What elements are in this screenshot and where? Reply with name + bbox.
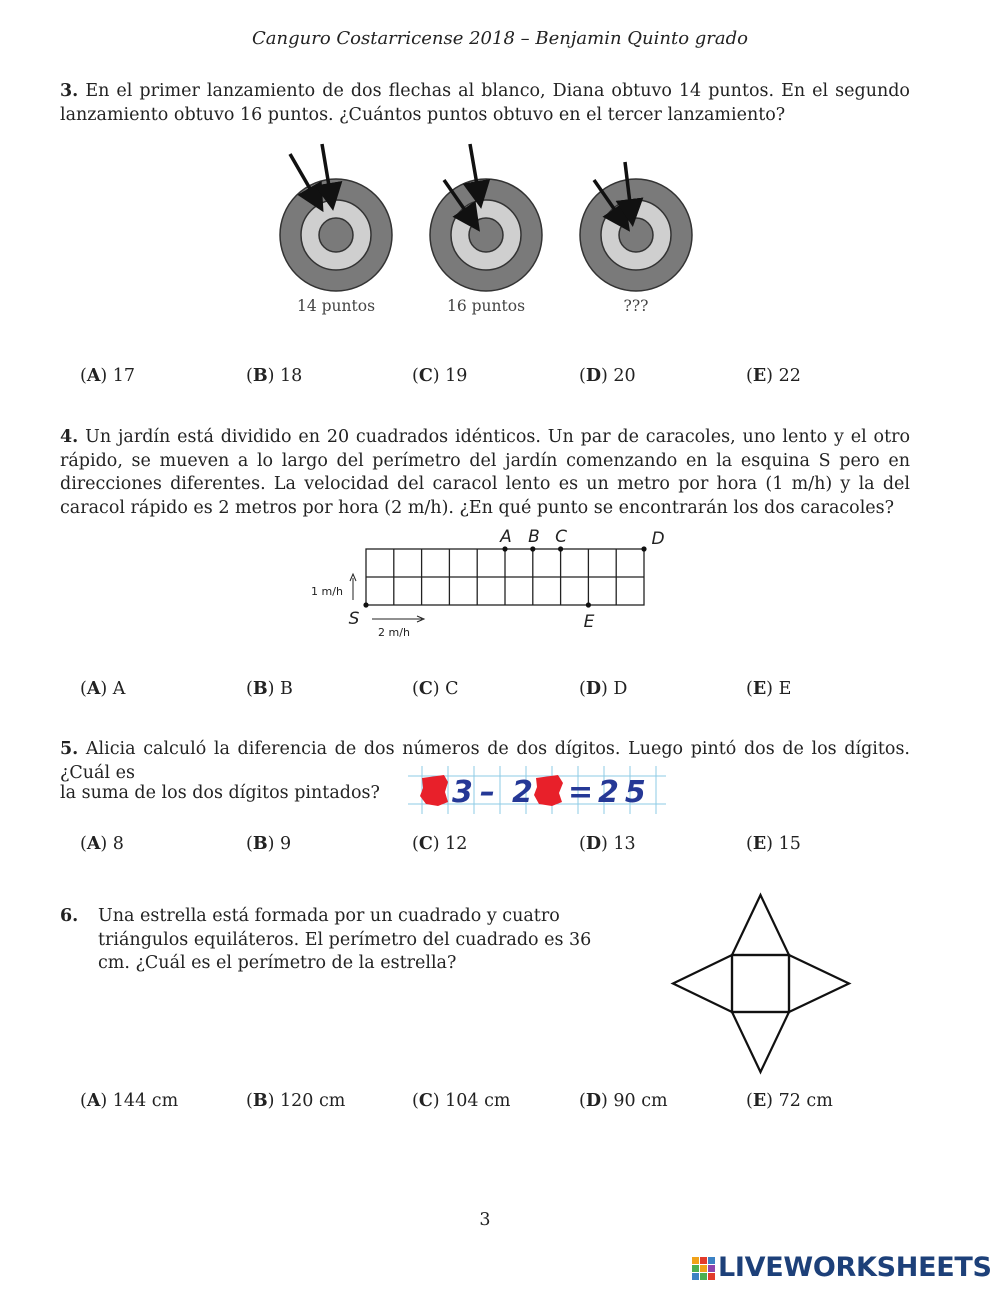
logo-text: LIVEWORKSHEETS <box>718 1252 992 1283</box>
point-s-label: S <box>348 609 360 629</box>
star-triangle-top <box>732 895 789 955</box>
painted-digit-1 <box>420 775 448 806</box>
question-text: Un jardín está dividido en 20 cuadrados idénticos. Un par de caracoles, uno lento y el otro rápido, se mueven a lo largo del perímetro del jardín comenzando en la esquina S pero en direcciones diferentes. La velocidad del caracol lento es un metro por hora (1 m/h) y la del caracol rápido es 2 metros por hora (2 m/h). ¿En qué punto se encontrarán los dos caracoles? <box>60 427 910 518</box>
point-a-label: A <box>500 527 512 547</box>
option-d[interactable]: (D) D <box>579 679 628 699</box>
target-2-label: 16 puntos <box>446 297 526 315</box>
option-e[interactable]: (E) 72 cm <box>746 1091 833 1111</box>
result: 25 <box>598 775 652 810</box>
option-e[interactable]: (E) E <box>746 679 792 699</box>
option-c[interactable]: (C) 19 <box>412 366 468 386</box>
option-e[interactable]: (E) 22 <box>746 366 801 386</box>
option-b[interactable]: (B) 120 cm <box>246 1091 346 1111</box>
star-square <box>732 955 789 1012</box>
option-a[interactable]: (A) 144 cm <box>80 1091 179 1111</box>
star-triangle-bottom <box>732 1012 789 1072</box>
target-3 <box>580 162 692 291</box>
equation-figure <box>408 766 666 814</box>
fast-speed-label: 2 m/h <box>378 626 410 639</box>
equals-sign: = <box>568 775 594 810</box>
option-c[interactable]: (C) 12 <box>412 834 468 854</box>
target-3-label: ??? <box>623 297 649 315</box>
liveworksheets-logo[interactable] <box>692 1252 992 1286</box>
point-b-label: B <box>528 527 540 547</box>
option-b[interactable]: (B) 18 <box>246 366 303 386</box>
targets-figure <box>270 138 710 323</box>
question-number: 5. <box>60 739 79 759</box>
digit-3: 3 <box>452 775 473 810</box>
minus-sign: – <box>480 775 495 810</box>
option-e[interactable]: (E) 15 <box>746 834 801 854</box>
point-c-label: C <box>555 527 567 547</box>
star-triangle-left <box>673 955 732 1012</box>
point-d-label: D <box>651 529 665 549</box>
target-1 <box>280 144 392 291</box>
point-e-label: E <box>583 612 595 632</box>
question-number: 4. <box>60 427 79 447</box>
option-a[interactable]: (A) A <box>80 679 126 699</box>
garden-grid <box>366 549 644 605</box>
option-d[interactable]: (D) 13 <box>579 834 636 854</box>
question-number: 6. <box>60 906 79 926</box>
option-a[interactable]: (A) 8 <box>80 834 124 854</box>
garden-grid-figure <box>300 522 680 647</box>
target-2 <box>430 144 542 291</box>
logo-grid-icon <box>692 1257 716 1281</box>
option-c[interactable]: (C) 104 cm <box>412 1091 511 1111</box>
target-1-label: 14 puntos <box>296 297 376 315</box>
option-d[interactable]: (D) 20 <box>579 366 636 386</box>
option-b[interactable]: (B) B <box>246 679 293 699</box>
page-number: 3 <box>479 1210 491 1230</box>
question-text-line-1: Alicia calculó la diferencia de dos números de dos dígitos. Luego pintó dos de los dígitos. ¿Cuál es <box>60 739 910 783</box>
star-triangle-right <box>789 955 849 1012</box>
option-c[interactable]: (C) C <box>412 679 459 699</box>
option-b[interactable]: (B) 9 <box>246 834 292 854</box>
digit-2: 2 <box>512 775 533 810</box>
option-a[interactable]: (A) 17 <box>80 366 136 386</box>
slow-speed-label: 1 m/h <box>311 585 343 598</box>
painted-digit-2 <box>534 775 563 806</box>
question-4 <box>60 426 910 520</box>
question-text-line-2: la suma de los dos dígitos pintados? <box>60 783 380 803</box>
question-text: En el primer lanzamiento de dos flechas al blanco, Diana obtuvo 14 puntos. En el segundo lanzamiento obtuvo 16 puntos. ¿Cuántos puntos obtuvo en el tercer lanzamiento? <box>60 81 910 125</box>
option-d[interactable]: (D) 90 cm <box>579 1091 668 1111</box>
question-3 <box>60 80 910 127</box>
question-number: 3. <box>60 81 79 101</box>
star-figure <box>665 890 855 1080</box>
page-header: Canguro Costarricense 2018 – Benjamin Quinto grado <box>252 28 748 49</box>
question-text: Una estrella está formada por un cuadrado y cuatro triángulos equiláteros. El perímetro del cuadrado es 36 cm. ¿Cuál es el perímetro de la estrella? <box>98 906 592 973</box>
